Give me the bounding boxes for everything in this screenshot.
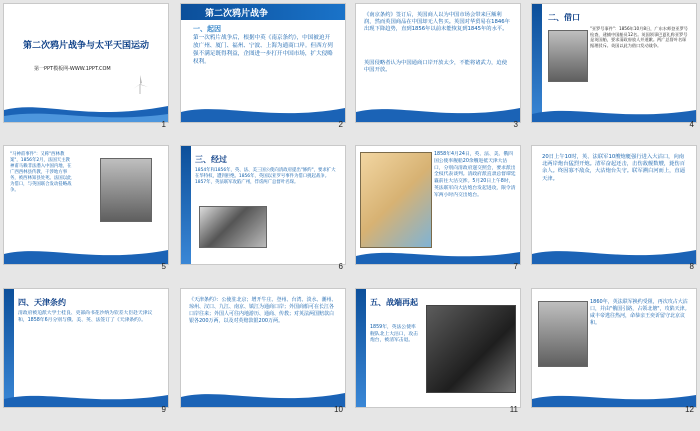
portrait-image [548, 30, 588, 82]
slide-body: "亚罗号事件"：1856年10月8日，广东水师登亚罗号检查，逮捕中国船员12名。英国领事巴夏礼称亚罗号是英国船，要求清政府放人并道歉。两广总督叶名琛据理驳斥。英国以此为借口发动战争。 [590, 26, 688, 48]
wave-decoration [356, 242, 520, 264]
slide-number: 6 [338, 262, 343, 271]
slide-canvas [181, 289, 345, 407]
map-image [360, 152, 432, 248]
slide-thumbnail-8[interactable] [532, 146, 696, 270]
slide-heading: 四、天津条约 [18, 298, 66, 307]
windmill-icon [130, 74, 150, 94]
slide-number: 8 [689, 262, 694, 271]
slide-thumbnail-7[interactable] [356, 146, 520, 270]
slide-canvas [181, 4, 345, 122]
slide-thumbnail-10[interactable] [181, 289, 345, 413]
wave-decoration [532, 242, 696, 264]
wave-decoration [532, 385, 696, 407]
slide-body-paragraph-1: 《南京条约》签订后，英国商人以为中国市场会带来巨额利润，然而英国商品在中国却无人售买。英国对华贸易在1846年出现下降趋势，直到1856年以前未能恢复到1845年的水平。 [364, 12, 510, 32]
portrait-image [100, 158, 152, 222]
wave-decoration [4, 242, 168, 264]
slide-heading: 五、战端再起 [370, 298, 418, 307]
slide-number: 4 [689, 120, 694, 129]
slide-thumbnail-3[interactable] [356, 4, 520, 128]
slide-number: 1 [161, 120, 166, 129]
left-sidebar [181, 146, 191, 264]
slide-title: 第二次鸦片战争与太平天国运动 [22, 41, 149, 51]
slide-number: 10 [334, 405, 343, 414]
slide-canvas [356, 146, 520, 264]
slide-canvas [356, 289, 520, 407]
wave-decoration [181, 385, 345, 407]
slide-canvas [532, 146, 696, 264]
left-sidebar [356, 289, 366, 407]
slide-number: 5 [161, 262, 166, 271]
slide-canvas [356, 4, 520, 122]
slide-body: 20日上午10时，英、法联军10艘炮艇强行进入大沽口，向南北两岸炮台猛烈开炮。清军奋起还击，击伤敌舰数艘，毙伤百余人。终因寡不敌众，大沽炮台失守。联军溯白河而上，直逼天津。 [542, 154, 686, 182]
slide-thumbnail-9[interactable] [4, 289, 168, 413]
slide-thumbnail-2[interactable] [181, 4, 345, 128]
portrait-image [538, 301, 588, 367]
slide-body: 1859年，英法公使率舰队北上大沽口，攻击炮台，被清军击退。 [370, 325, 418, 344]
slide-number: 11 [509, 405, 518, 414]
slide-canvas [532, 289, 696, 407]
slide-thumbnail-5[interactable] [4, 146, 168, 270]
battle-illustration [426, 305, 516, 393]
slide-body: 1854年和1856年，英、法、美三国公使向清政府提出"修约"，要求扩大在华特权，遭到拒绝。1856年，英国以亚罗号事件为借口挑起战争。1857年，英法联军攻陷广州，俘虏两广总督叶名琛。 [195, 168, 336, 185]
slide-body: 《天津条约》：公使驻北京；增开牛庄、登州、台湾、淡水、潮州、琼州、汉口、九江、南京、镇江为通商口岸；外国商船可在长江各口岸往来；外国人可往内地游历、通商、传教；对英法两国赔款白银各200万两，以及对英赔款银200万两。 [189, 297, 337, 324]
slide-canvas [4, 146, 168, 264]
wave-decoration [532, 100, 696, 122]
wave-decoration [4, 100, 168, 122]
slide-body: 清政府被迫派大学士桂良、吏部尚书花沙纳为钦差大臣赴天津议和，1858年6月分别与俄、美、英、法签订了《天津条约》。 [18, 311, 153, 323]
slide-number: 2 [338, 120, 343, 129]
slide-canvas [4, 4, 168, 122]
wave-decoration [356, 100, 520, 122]
slide-body: 第一次鸦片战争后，根据中英《南京条约》，中国被迫开放广州、厦门、福州、宁波、上海为通商口岸。但西方列强不满足既得利益，企图进一步打开中国市场，扩大侵略权利。 [193, 35, 333, 65]
wave-decoration [4, 385, 168, 407]
slide-thumbnail-6[interactable] [181, 146, 345, 270]
slide-thumbnail-1[interactable] [4, 4, 168, 128]
slide-body: 1858年4月24日，英、法、美、俄四国公使率舰船20余艘进抵天津大沽口，分别向清政府递交照会，要求派出全权代表谈判。清政府派直隶总督谭廷襄前往大沽交涉。5月20日上午8时，英法联军向大沽炮台发起进攻，限令清军两小时内交出炮台。 [434, 152, 516, 198]
slide-canvas [181, 146, 345, 264]
section-label: 一、起因 [193, 25, 221, 33]
slide-thumbnail-12[interactable] [532, 289, 696, 413]
historical-illustration [199, 206, 267, 248]
slide-body: "马神甫事件"：又称"西林教案"，1856年2月，法国天主教神甫马赖非法潜入中国内地，在广西西林县传教，干涉地方事务，被西林知县处死。法国以此为借口，与英国联合发动侵略战争。 [10, 152, 72, 193]
slide-canvas [532, 4, 696, 122]
slide-subtitle: 第一PPT模板网-WWW.1PPT.COM [34, 66, 111, 72]
slide-thumbnail-4[interactable] [532, 4, 696, 128]
slide-heading: 二、借口 [548, 13, 580, 22]
slide-canvas [4, 289, 168, 407]
slide-body: 1860年，英法联军换约受阻，再次攻占大沽口，并由"俄国引路，占领北塘"，攻陷天津。咸丰帝逃往热河，命恭亲王奕䜣留守北京议和。 [590, 299, 690, 326]
slide-heading: 三、经过 [195, 155, 227, 164]
slide-thumbnail-11[interactable] [356, 289, 520, 413]
slide-header-title: 第二次鸦片战争 [205, 9, 269, 19]
wave-decoration [181, 100, 345, 122]
slide-number: 3 [513, 120, 518, 129]
slide-number: 9 [161, 405, 166, 414]
slide-number: 12 [685, 405, 694, 414]
slide-number: 7 [513, 262, 518, 271]
slide-body-paragraph-2: 英国侵略者认为中国通商口岸开放太少，不能将诸武力，迫使中国开放。 [364, 60, 508, 73]
